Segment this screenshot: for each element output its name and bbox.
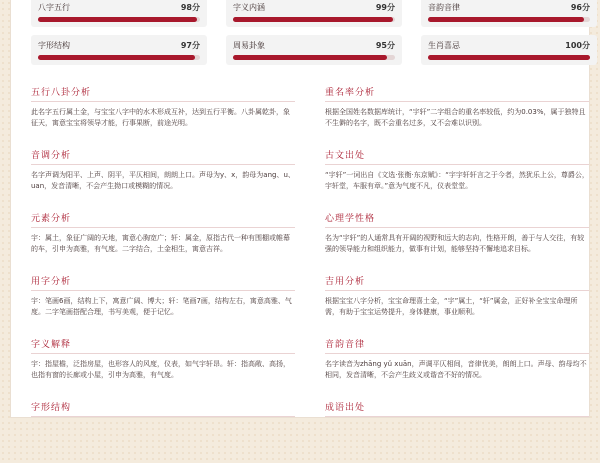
section-xinlixue: [325, 211, 589, 274]
score-bar-fill: [233, 17, 393, 22]
section-title: 字义解释: [31, 337, 295, 354]
section-body: 宇：指屋檐，泛指房屋，也形容人的风度，仪表，如气宇轩昂。轩：指高敞、高扬，也指有窗的长廊或小屋，引申为高雅，有气度。: [31, 360, 290, 379]
section-guwen-chuchu: [325, 148, 589, 211]
section-title: 吉用分析: [325, 274, 589, 291]
section-ziyi-jieshi: [31, 337, 295, 400]
section-body: 宇：属土，象征广阔的天地，寓意心胸宽广；轩：属金，原指古代一种有围棚或帷幕的车，引申为高雅，有气度。二字结合，土金相生，寓意吉祥。: [31, 234, 290, 253]
section-title: 字形结构: [31, 400, 295, 417]
section-yinyun-yinlv: [325, 337, 589, 400]
score-item-yinyun-yinlv: [421, 0, 597, 27]
score-label: 八字五行: [38, 2, 70, 12]
score-label: 周易卦象: [233, 40, 265, 50]
score-value: 100分: [565, 40, 590, 50]
score-item-zhouyi-guaxiang: [226, 35, 402, 65]
score-value: 99分: [375, 2, 395, 12]
section-body: “宇轩”一词出自《文选·张衡·东京赋》：“宇宇轩轩言之于今者，然犹乐上公，尊爵公，宇轩堂，车服有章。”意为气度不凡，仪表堂堂。: [325, 171, 589, 190]
section-title: 成语出处: [325, 400, 589, 417]
score-bar-track: [428, 17, 590, 22]
section-yongzi: [31, 274, 295, 337]
section-body: 根据宝宝八字分析，宝宝命理喜土金，“宇”属土，“轩”属金，正好补全宝宝命理所需，有助于宝宝运势提升，身体健康，事业顺利。: [325, 297, 578, 316]
section-title: 元素分析: [31, 211, 295, 228]
section-yuansu: [31, 211, 295, 274]
score-bar-fill: [428, 17, 584, 22]
score-bar-track: [38, 55, 200, 60]
score-grid: [31, 0, 591, 65]
section-title: 音韵音律: [325, 337, 589, 354]
score-label: 字义内涵: [233, 2, 265, 12]
section-body: 根据全国姓名数据库统计，“宇轩”二字组合的重名率较低，约为0.03%，属于独特且不生僻的名字，既不会重名过多，又不会难以识别。: [325, 108, 586, 127]
section-title: 心理学性格: [325, 211, 589, 228]
section-chongming-lv: [325, 85, 589, 148]
section-wuxing-bagua: [31, 85, 295, 148]
section-jiyong: [325, 274, 589, 337]
section-title: 音调分析: [31, 148, 295, 165]
score-bar-track: [233, 17, 395, 22]
score-label: 音韵音律: [428, 2, 460, 12]
score-value: 97分: [180, 40, 200, 50]
section-body: 宇：笔画6画，结构上下，寓意广阔、博大；轩：笔画7画，结构左右，寓意高雅、气度。二字笔画搭配合理，书写美观，便于记忆。: [31, 297, 292, 316]
section-title: 古文出处: [325, 148, 589, 165]
score-item-ziyi-neihan: [226, 0, 402, 27]
score-item-zixing-jiegou: [31, 35, 207, 65]
score-bar-track: [38, 17, 200, 22]
score-bar-fill: [38, 17, 197, 22]
score-value: 98分: [180, 2, 200, 12]
score-label: 生肖喜忌: [428, 40, 460, 50]
section-title: 重名率分析: [325, 85, 589, 102]
section-title: 五行八卦分析: [31, 85, 295, 102]
score-bar-fill: [428, 55, 590, 60]
section-body: 名为“宇轩”的人通常具有开阔的视野和远大的志向，性格开朗，善于与人交往，有较强的领导能力和组织能力，做事有计划，能够坚持不懈地追求目标。: [325, 234, 585, 253]
section-title: 用字分析: [31, 274, 295, 291]
score-value: 96分: [570, 2, 590, 12]
section-yindiao: [31, 148, 295, 211]
score-label: 字形结构: [38, 40, 70, 50]
name-analysis-card: [10, 0, 590, 418]
score-bar-fill: [38, 55, 195, 60]
score-item-shengxiao-xiji: [421, 35, 597, 65]
section-body: 此名字五行属土金，与宝宝八字中的水木形成互补，达到五行平衡。八卦属乾卦，象征天，寓意宝宝将领导才能，行事果断，前途光明。: [31, 108, 290, 127]
score-bar-fill: [233, 55, 387, 60]
section-body: 名字声调为阳平、上声、阴平，平仄相间，朗朗上口。声母为y、x，韵母为ang、u、uan，发音清晰，不会产生拗口或模糊的情况。: [31, 171, 295, 190]
score-bar-track: [428, 55, 590, 60]
section-zixing-jiegou: [31, 400, 295, 463]
score-bar-track: [233, 55, 395, 60]
section-chengyu-chuchu: [325, 400, 589, 463]
score-value: 95分: [375, 40, 395, 50]
analysis-sections: [31, 85, 591, 463]
score-item-bazi-wuxing: [31, 0, 207, 27]
section-body: 名字读音为zhāng yǔ xuān，声调平仄相间，音律优美，朗朗上口。声母、韵母均不相同，发音清晰，不会产生歧义或谐音不好的情况。: [325, 360, 587, 379]
